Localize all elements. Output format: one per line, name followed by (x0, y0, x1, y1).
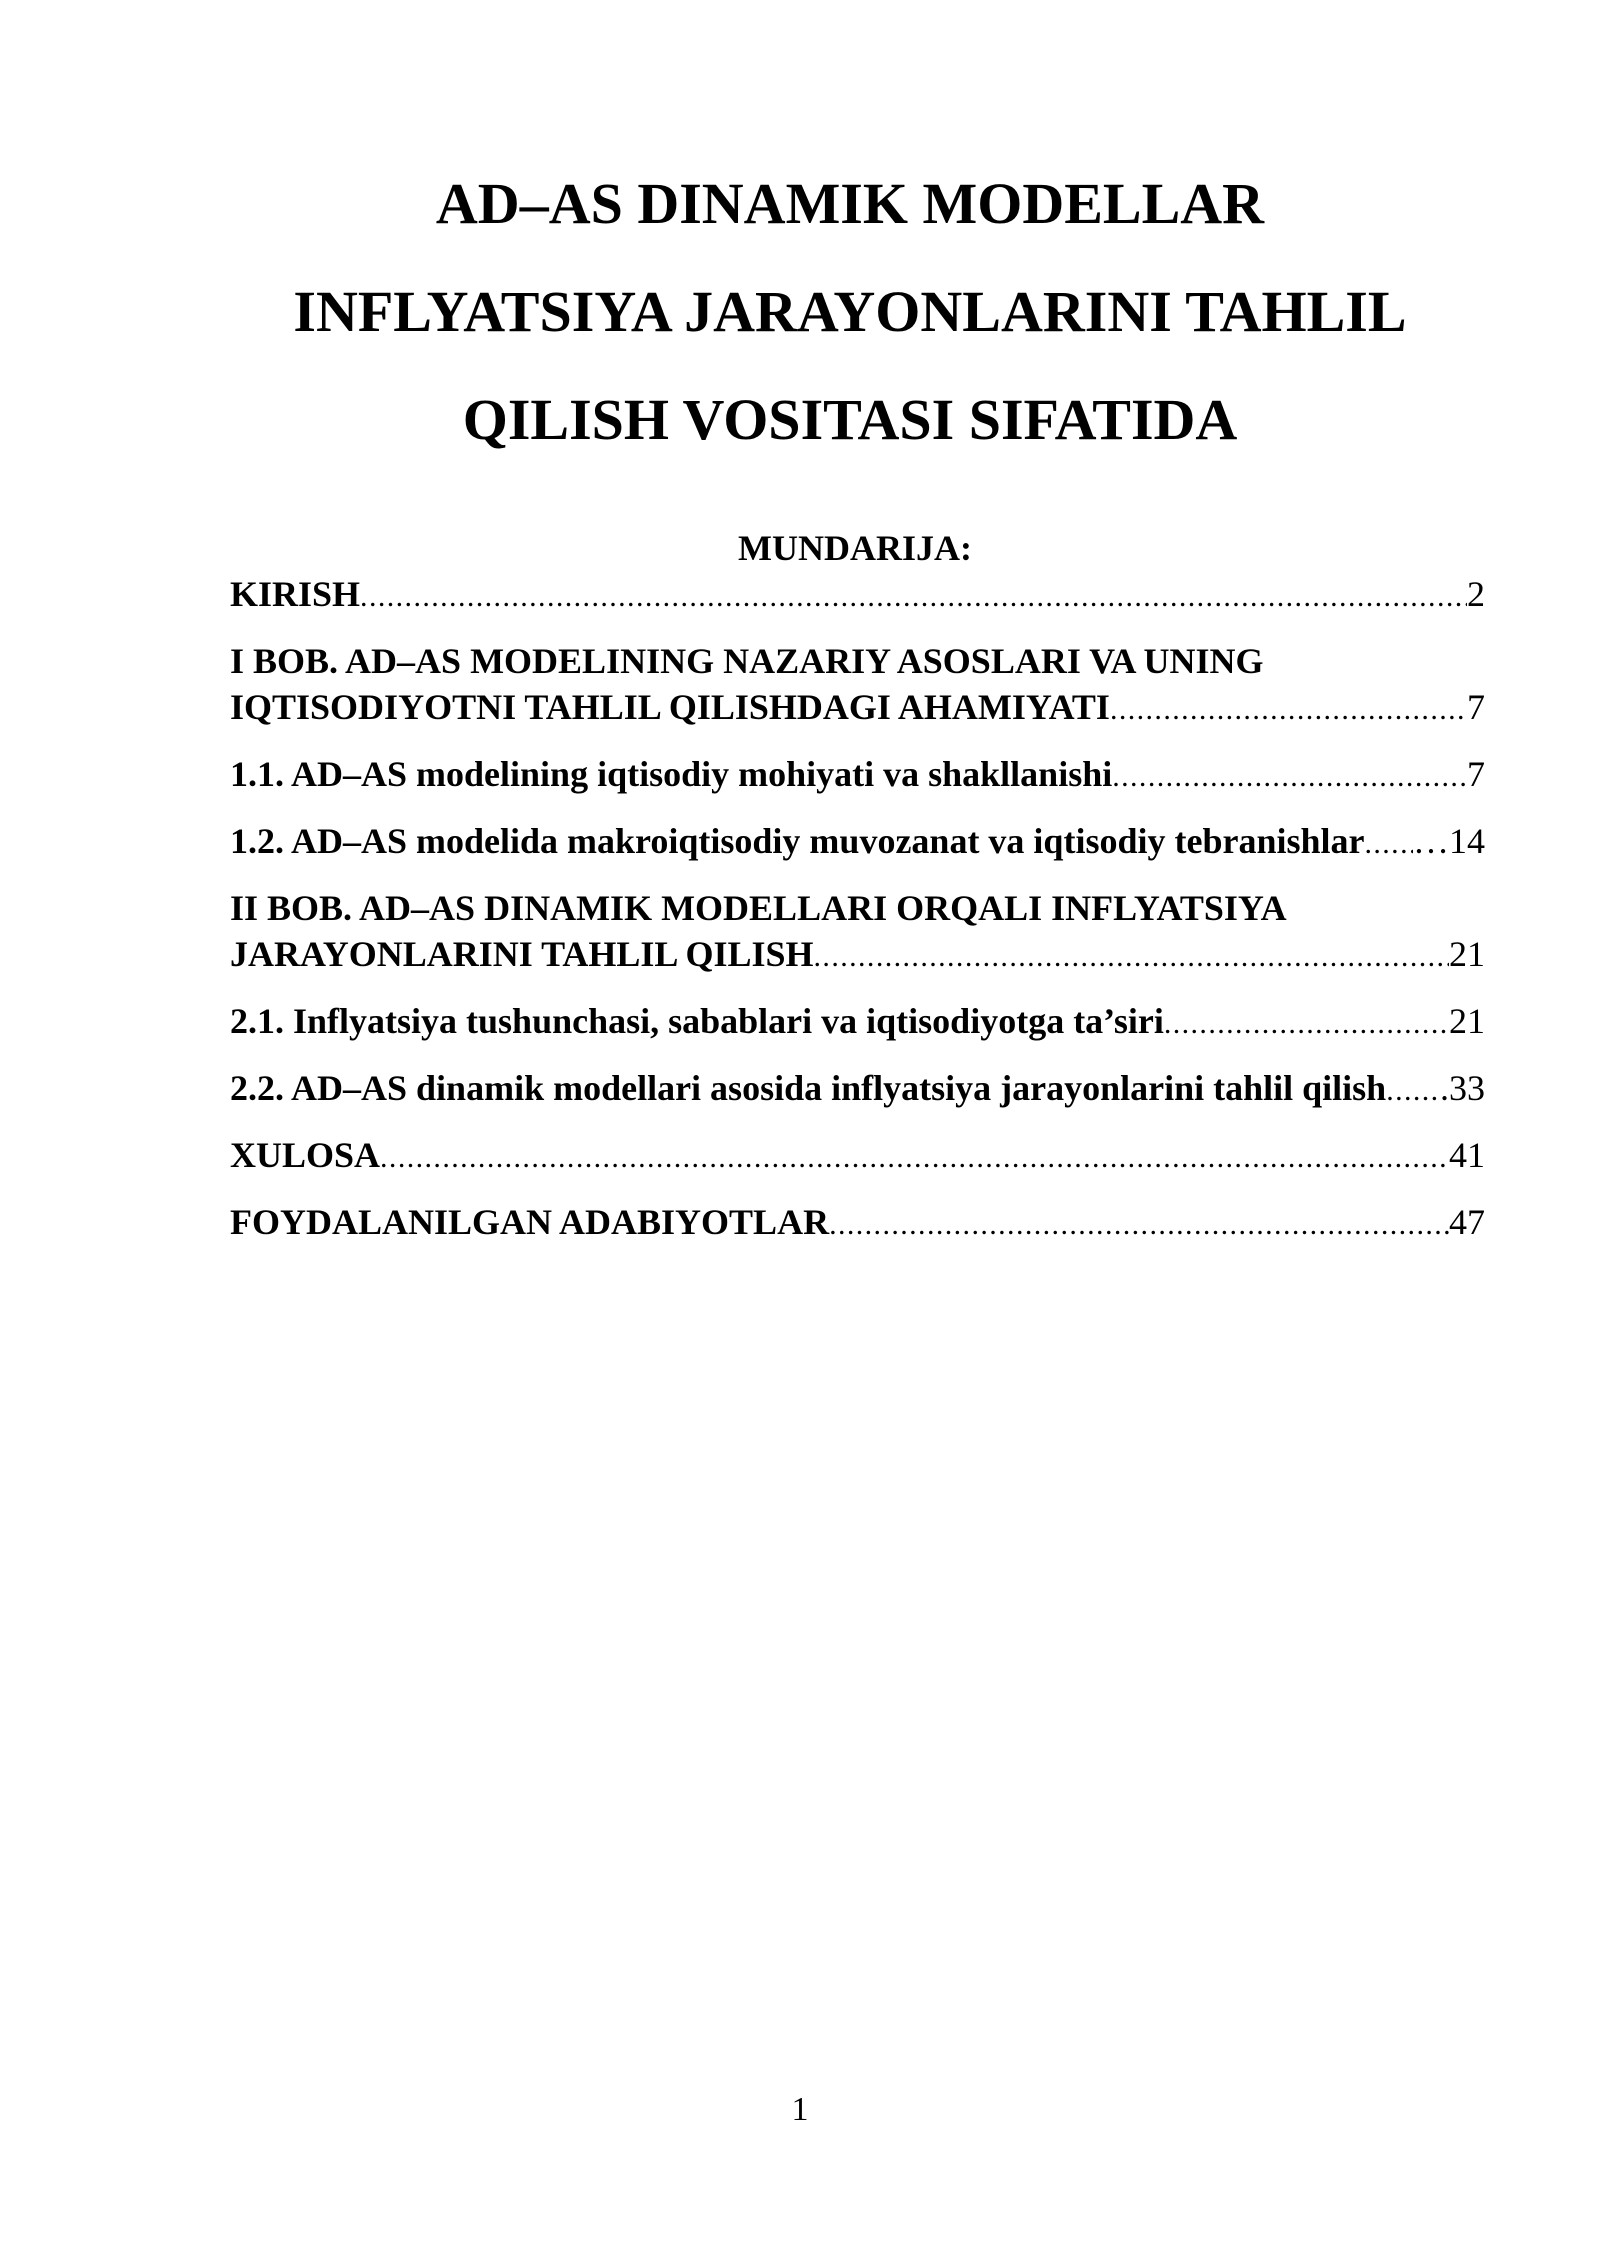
toc-page-number: …14 (1413, 821, 1485, 861)
toc-entry-label: XULOSA (230, 1135, 381, 1175)
toc-entry-label: 2.2. AD–AS dinamik modellari asosida inflyatsiya jarayonlarini tahlil qilish (230, 1068, 1387, 1108)
toc-page-number: 47 (1449, 1202, 1485, 1242)
page-number: 1 (791, 2091, 809, 2128)
dot-leader (829, 1198, 1449, 1249)
toc-entry-adabiyotlar (230, 1198, 1485, 1249)
toc-heading: MUNDARIJA: (738, 528, 972, 568)
toc-row (230, 930, 1485, 981)
title-line: INFLYATSIYA JARAYONLARINI TAHLIL (293, 279, 1407, 344)
dot-leader (360, 570, 1467, 621)
table-of-contents (230, 570, 1485, 1249)
dot-leader (1164, 997, 1449, 1048)
toc-entry-kirish (230, 570, 1485, 621)
toc-page-number: 2 (1467, 574, 1485, 614)
toc-entry-label: 1.2. AD–AS modelida makroiqtisodiy muvozanat va iqtisodiy tebranishlar (230, 821, 1365, 861)
toc-row (230, 817, 1485, 868)
toc-row (230, 1064, 1485, 1115)
dot-leader (814, 930, 1449, 981)
toc-entry-section-1-1 (230, 750, 1485, 801)
dot-leader (1110, 683, 1467, 734)
toc-entry-chapter-2 (230, 884, 1485, 981)
toc-page-number: 7 (1467, 754, 1485, 794)
toc-page-number: .33 (1440, 1068, 1485, 1108)
toc-entry-section-1-2 (230, 817, 1485, 868)
toc-page-number: 7 (1467, 687, 1485, 727)
dot-leader (380, 1131, 1449, 1182)
toc-entry-xulosa (230, 1131, 1485, 1182)
toc-row (230, 1131, 1485, 1182)
toc-entry-label: JARAYONLARINI TAHLIL QILISH (230, 934, 814, 974)
toc-entry-label: IQTISODIYOTNI TAHLIL QILISHDAGI AHAMIYATI (230, 687, 1110, 727)
title-line: QILISH VOSITASI SIFATIDA (462, 387, 1238, 452)
toc-page-number: 21 (1449, 934, 1485, 974)
toc-page-number: 21 (1449, 1001, 1485, 1041)
toc-page-number: 41 (1449, 1135, 1485, 1175)
toc-row (230, 683, 1485, 734)
toc-entry-label: 1.1. AD–AS modelining iqtisodiy mohiyati va shakllanishi (230, 754, 1113, 794)
toc-entry-label: KIRISH (230, 574, 361, 614)
toc-row (230, 750, 1485, 801)
toc-entry-label: 2.1. Inflyatsiya tushunchasi, sabablari va iqtisodiyotga ta’siri (230, 1001, 1164, 1041)
toc-entry-chapter-1 (230, 637, 1485, 734)
dot-leader (1364, 817, 1413, 868)
toc-row (230, 997, 1485, 1048)
document-title (200, 150, 1500, 474)
toc-entry-label-line: I BOB. AD–AS MODELINING NAZARIY ASOSLARI VA UNING (230, 641, 1264, 681)
dot-leader (1112, 750, 1467, 801)
toc-row (230, 1198, 1485, 1249)
toc-entry-section-2-1 (230, 997, 1485, 1048)
dot-leader (1386, 1064, 1440, 1115)
toc-entry-section-2-2 (230, 1064, 1485, 1115)
toc-entry-label: FOYDALANILGAN ADABIYOTLAR (230, 1202, 830, 1242)
toc-row (230, 570, 1485, 621)
title-line: AD–AS DINAMIK MODELLAR (435, 171, 1265, 236)
toc-entry-label-line: II BOB. AD–AS DINAMIK MODELLARI ORQALI INFLYATSIYA (230, 888, 1287, 928)
